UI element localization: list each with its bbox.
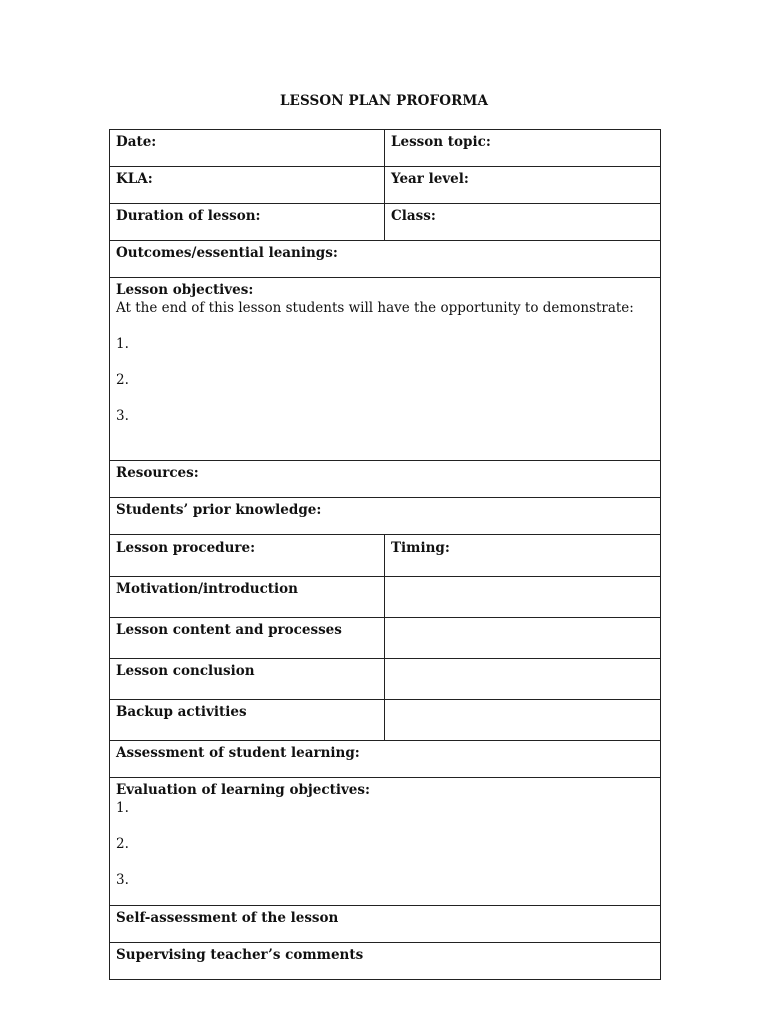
table-row bbox=[110, 577, 661, 618]
table-row bbox=[110, 778, 661, 906]
objective-item-2: 2. bbox=[116, 372, 129, 388]
conclusion-timing-field[interactable] bbox=[385, 659, 661, 700]
table-row bbox=[110, 278, 661, 461]
motivation-field[interactable]: Motivation/introduction bbox=[110, 577, 385, 618]
table-row bbox=[110, 700, 661, 741]
table-row bbox=[110, 741, 661, 778]
procedure-header: Lesson procedure: bbox=[110, 535, 385, 577]
table-row bbox=[110, 461, 661, 498]
self-assessment-field[interactable]: Self-assessment of the lesson bbox=[110, 906, 661, 943]
evaluation-item-1: 1. bbox=[116, 800, 129, 816]
timing-header: Timing: bbox=[385, 535, 661, 577]
table-row bbox=[110, 498, 661, 535]
table-row bbox=[110, 943, 661, 980]
lesson-topic-field[interactable]: Lesson topic: bbox=[385, 130, 661, 167]
conclusion-field[interactable]: Lesson conclusion bbox=[110, 659, 385, 700]
year-level-field[interactable]: Year level: bbox=[385, 167, 661, 204]
supervising-comments-field[interactable]: Supervising teacher’s comments bbox=[110, 943, 661, 980]
table-row bbox=[110, 130, 661, 167]
outcomes-field[interactable]: Outcomes/essential leanings: bbox=[110, 241, 661, 278]
class-field[interactable]: Class: bbox=[385, 204, 661, 241]
table-row bbox=[110, 535, 661, 577]
motivation-timing-field[interactable] bbox=[385, 577, 661, 618]
page-title: LESSON PLAN PROFORMA bbox=[279, 93, 489, 109]
duration-field[interactable]: Duration of lesson: bbox=[110, 204, 385, 241]
kla-field[interactable]: KLA: bbox=[110, 167, 385, 204]
table-row bbox=[110, 167, 661, 204]
evaluation-item-3: 3. bbox=[116, 872, 129, 888]
evaluation-field[interactable] bbox=[110, 778, 661, 906]
table-row bbox=[110, 659, 661, 700]
table-row bbox=[110, 204, 661, 241]
resources-field[interactable]: Resources: bbox=[110, 461, 661, 498]
date-field[interactable]: Date: bbox=[110, 130, 385, 167]
content-field[interactable]: Lesson content and processes bbox=[110, 618, 385, 659]
content-timing-field[interactable] bbox=[385, 618, 661, 659]
assessment-field[interactable]: Assessment of student learning: bbox=[110, 741, 661, 778]
objectives-field[interactable] bbox=[110, 278, 661, 461]
evaluation-item-2: 2. bbox=[116, 836, 129, 852]
objective-item-1: 1. bbox=[116, 336, 129, 352]
objective-item-3: 3. bbox=[116, 408, 129, 424]
objectives-heading: Lesson objectives: bbox=[116, 282, 254, 298]
evaluation-heading: Evaluation of learning objectives: bbox=[116, 782, 370, 798]
table-row bbox=[110, 618, 661, 659]
prior-knowledge-field[interactable]: Students’ prior knowledge: bbox=[110, 498, 661, 535]
lesson-plan-table bbox=[109, 129, 661, 980]
table-row bbox=[110, 906, 661, 943]
table-row bbox=[110, 241, 661, 278]
backup-field[interactable]: Backup activities bbox=[110, 700, 385, 741]
objectives-intro: At the end of this lesson students will have the opportunity to demonstrate: bbox=[116, 300, 634, 316]
backup-timing-field[interactable] bbox=[385, 700, 661, 741]
